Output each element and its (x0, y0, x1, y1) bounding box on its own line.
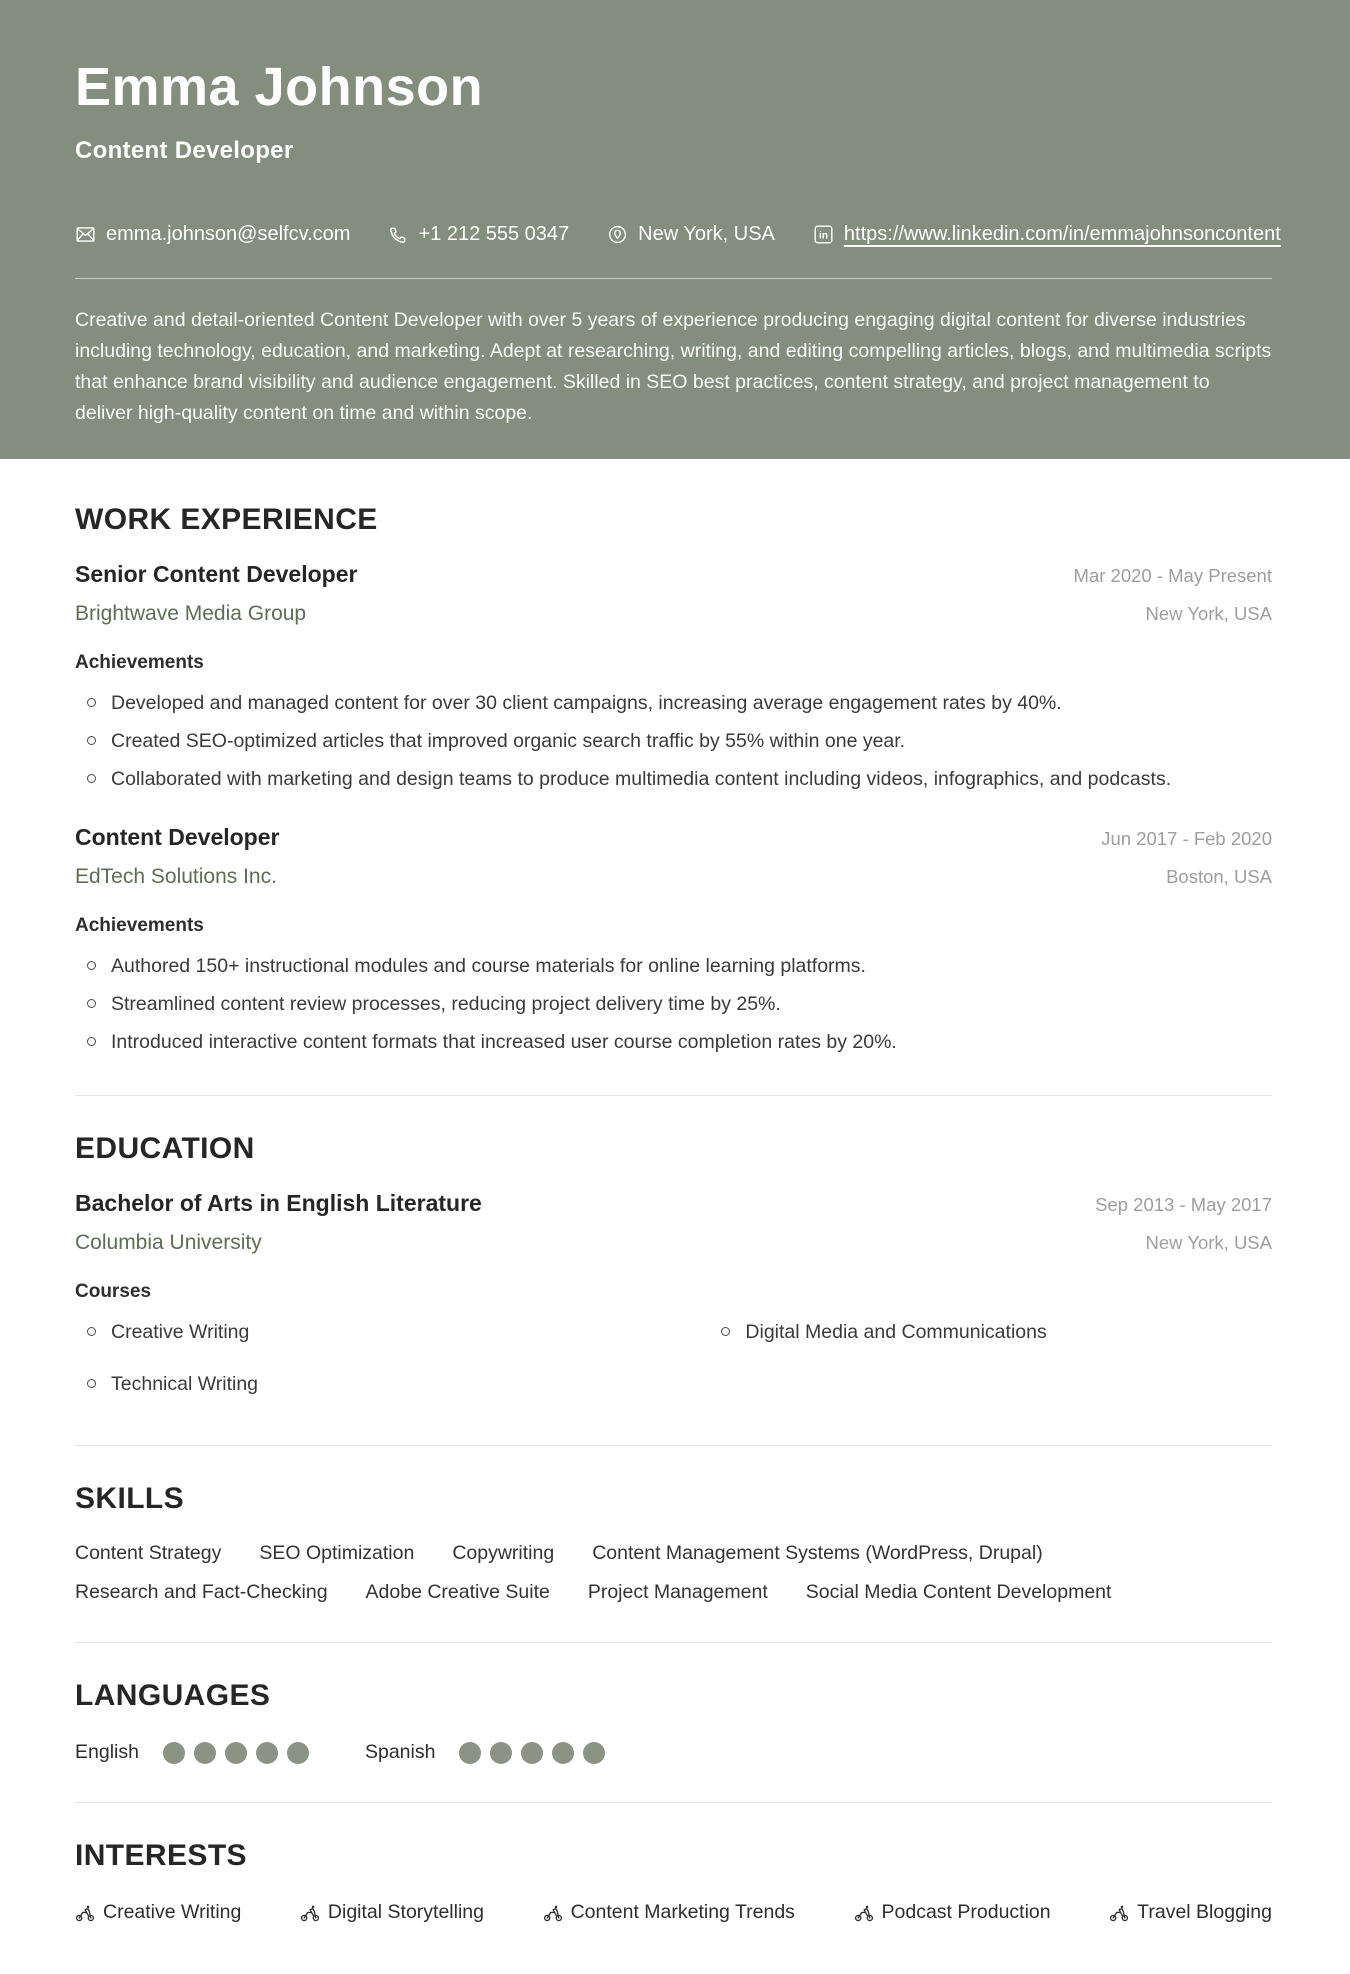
contact-location-text: New York, USA (638, 223, 775, 246)
section-divider (75, 1802, 1272, 1803)
language-level-dots (163, 1742, 309, 1764)
skill-item: Content Management Systems (WordPress, Drupal) (592, 1542, 1043, 1565)
skill-item: SEO Optimization (259, 1542, 415, 1565)
bicycle-icon (75, 1903, 95, 1923)
language-name: Spanish (364, 1741, 436, 1764)
work-entry-company: EdTech Solutions Inc. (75, 865, 277, 889)
language-level-dots (459, 1742, 605, 1764)
achievement-item: Collaborated with marketing and design teams to produce multimedia content including videos, infographics, and podcasts. (75, 764, 1272, 794)
profile-summary: Creative and detail-oriented Content Developer with over 5 years of experience producing engaging digital content for diverse industries including technology, education, and marketing. Adept at researching, writing, and editing compelling articles, blogs, and multimedia scripts that enhance brand visibility and audience engagement. Skilled in SEO best practices, content strategy, and project management to deliver high-quality content on time and within scope. (75, 309, 1272, 425)
work-entry-dates: Mar 2020 - May Present (1073, 565, 1272, 587)
section-divider (75, 1642, 1272, 1643)
bicycle-icon (854, 1903, 874, 1923)
achievement-item: Streamlined content review processes, reducing project delivery time by 25%. (75, 989, 1272, 1019)
email-icon (75, 224, 96, 245)
header-divider (75, 278, 1272, 279)
skill-item: Research and Fact-Checking (75, 1581, 328, 1604)
achievements-list (75, 951, 1272, 1057)
work-entry-location: New York, USA (1145, 603, 1272, 625)
svg-text:in: in (818, 230, 828, 242)
location-icon (607, 224, 628, 245)
languages-list (75, 1741, 1272, 1764)
resume-body (0, 503, 1350, 1974)
interest-item (75, 1901, 241, 1924)
achievements-label: Achievements (75, 652, 204, 674)
linkedin-icon (813, 224, 834, 245)
language-name: English (75, 1741, 139, 1764)
interest-item (1109, 1901, 1272, 1924)
section-heading-skills: SKILLS (75, 1482, 185, 1516)
contact-row (75, 223, 1281, 246)
contact-email-text: emma.johnson@selfcv.com (106, 223, 351, 246)
level-dot (163, 1742, 185, 1764)
linkedin-link[interactable]: https://www.linkedin.com/in/emmajohnsoncontent (843, 223, 1281, 246)
bicycle-icon (1109, 1903, 1129, 1923)
contact-location (607, 223, 775, 246)
achievement-item: Created SEO-optimized articles that improved organic search traffic by 55% within one year. (75, 726, 1272, 756)
skill-item: Copywriting (452, 1542, 555, 1565)
education-school: Columbia University (75, 1231, 262, 1255)
contact-linkedin (813, 223, 1281, 246)
level-dot (287, 1742, 309, 1764)
interest-item (543, 1901, 795, 1924)
interest-label: Digital Storytelling (327, 1901, 484, 1924)
achievement-item: Authored 150+ instructional modules and course materials for online learning platforms. (75, 951, 1272, 981)
section-heading-interests: INTERESTS (75, 1839, 247, 1873)
courses-label: Courses (75, 1281, 152, 1303)
achievements-list (75, 688, 1272, 794)
level-dot (583, 1742, 605, 1764)
skill-item: Content Strategy (75, 1542, 222, 1565)
section-heading-education: EDUCATION (75, 1132, 255, 1166)
achievement-item: Developed and managed content for over 30 client campaigns, increasing average engagement rates by 40%. (75, 688, 1272, 718)
bicycle-icon (300, 1903, 320, 1923)
interests-list (75, 1901, 1272, 1924)
interest-item (300, 1901, 484, 1924)
language-item (365, 1741, 605, 1764)
section-heading-languages: LANGUAGES (75, 1679, 271, 1713)
interest-label: Podcast Production (881, 1901, 1051, 1924)
skill-item: Social Media Content Development (805, 1581, 1112, 1604)
person-name: Emma Johnson (75, 57, 484, 117)
contact-phone-text: +1 212 555 0347 (418, 223, 570, 246)
skill-item: Adobe Creative Suite (365, 1581, 550, 1604)
achievements-label: Achievements (75, 915, 204, 937)
interest-label: Travel Blogging (1137, 1901, 1272, 1924)
course-item: Technical Writing (75, 1369, 709, 1399)
education-entry (75, 1190, 1272, 1407)
education-degree: Bachelor of Arts in English Literature (75, 1190, 482, 1217)
interest-label: Content Marketing Trends (570, 1901, 795, 1924)
section-heading-work: WORK EXPERIENCE (75, 503, 378, 537)
section-divider (75, 1445, 1272, 1446)
courses-list (75, 1317, 1272, 1407)
skills-list (75, 1542, 1272, 1604)
level-dot (490, 1742, 512, 1764)
level-dot (256, 1742, 278, 1764)
level-dot (521, 1742, 543, 1764)
course-item: Digital Media and Communications (709, 1317, 1272, 1347)
work-entry-dates: Jun 2017 - Feb 2020 (1101, 828, 1272, 850)
level-dot (459, 1742, 481, 1764)
bicycle-icon (543, 1903, 563, 1923)
level-dot (552, 1742, 574, 1764)
work-entry-location: Boston, USA (1166, 866, 1272, 888)
header (0, 0, 1350, 459)
section-divider (75, 1095, 1272, 1096)
phone-icon (388, 225, 408, 245)
work-entry (75, 561, 1272, 794)
interest-item (854, 1901, 1051, 1924)
interest-label: Creative Writing (103, 1901, 242, 1924)
education-location: New York, USA (1145, 1232, 1272, 1254)
skill-item: Project Management (587, 1581, 768, 1604)
education-dates: Sep 2013 - May 2017 (1095, 1194, 1272, 1216)
work-entry-title: Content Developer (75, 824, 280, 851)
work-entry-company: Brightwave Media Group (75, 602, 307, 626)
level-dot (225, 1742, 247, 1764)
language-item (75, 1741, 309, 1764)
work-entry-title: Senior Content Developer (75, 561, 358, 588)
course-item: Creative Writing (75, 1317, 709, 1347)
work-entry (75, 824, 1272, 1057)
achievement-item: Introduced interactive content formats that increased user course completion rates by 20%. (75, 1027, 1272, 1057)
person-job-title: Content Developer (75, 137, 294, 165)
contact-phone (388, 223, 569, 246)
level-dot (194, 1742, 216, 1764)
contact-email (75, 223, 350, 246)
